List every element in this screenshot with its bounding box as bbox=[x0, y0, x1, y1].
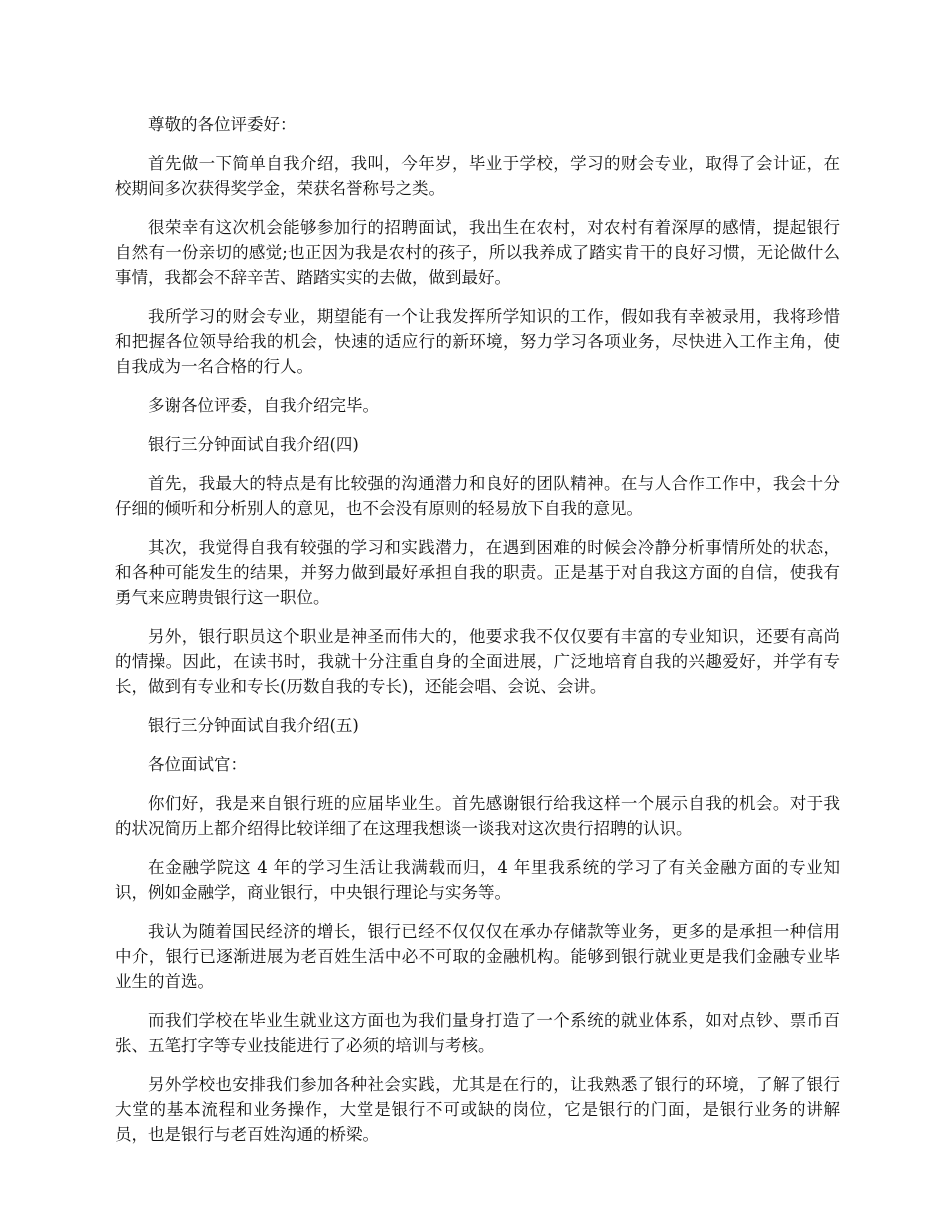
body-paragraph: 我所学习的财会专业，期望能有一个让我发挥所学知识的工作，假如我有幸被录用，我将珍惜和把握各位领导给我的机会，快速的适应行的新环境，努力学习各项业务，尽快进入工作主角，使自我成为一名合格的行人。 bbox=[115, 307, 840, 376]
body-paragraph: 你们好，我是来自银行班的应届毕业生。首先感谢银行给我这样一个展示自我的机会。对于我的状况简历上都介绍得比较详细了在这理我想谈一谈我对这次贵行招聘的认识。 bbox=[115, 794, 840, 838]
body-paragraph: 很荣幸有这次机会能够参加行的招聘面试，我出生在农村，对农村有着深厚的感情，提起银行自然有一份亲切的感觉;也正因为我是农村的孩子，所以我养成了踏实肯干的良好习惯，无论做什么事情，我都会不辞辛苦、踏踏实实的去做，做到最好。 bbox=[115, 218, 840, 287]
body-paragraph: 首先，我最大的特点是有比较强的沟通潜力和良好的团队精神。在与人合作工作中，我会十分仔细的倾听和分析别人的意见，也不会没有原则的轻易放下自我的意见。 bbox=[115, 474, 840, 518]
body-paragraph: 在金融学院这 4 年的学习生活让我满载而归，4 年里我系统的学习了有关金融方面的专业知识，例如金融学，商业银行，中央银行理论与实务等。 bbox=[115, 858, 840, 902]
body-paragraph: 而我们学校在毕业生就业这方面也为我们量身打造了一个系统的就业体系，如对点钞、票币百张、五笔打字等专业技能进行了必须的培训与考核。 bbox=[115, 1011, 840, 1055]
body-paragraph: 多谢各位评委，自我介绍完毕。 bbox=[148, 396, 379, 415]
body-paragraph: 首先做一下简单自我介绍，我叫，今年岁，毕业于学校，学习的财会专业，取得了会计证，在校期间多次获得奖学金，荣获名誉称号之类。 bbox=[115, 154, 840, 198]
body-paragraph: 其次，我觉得自我有较强的学习和实践潜力，在遇到困难的时候会冷静分析事情所处的状态，和各种可能发生的结果，并努力做到最好承担自我的职责。正是基于对自我这方面的自信，使我有勇气来应聘贵银行这一职位。 bbox=[115, 538, 840, 607]
section-heading: 银行三分钟面试自我介绍(四) bbox=[148, 435, 359, 454]
body-paragraph: 另外学校也安排我们参加各种社会实践，尤其是在行的，让我熟悉了银行的环境，了解了银行大堂的基本流程和业务操作，大堂是银行不可或缺的岗位，它是银行的门面，是银行业务的讲解员，也是银行与老百姓沟通的桥梁。 bbox=[115, 1075, 840, 1144]
body-paragraph: 我认为随着国民经济的增长，银行已经不仅仅仅在承办存储款等业务，更多的是承担一种信用中介，银行已逐渐进展为老百姓生活中必不可取的金融机构。能够到银行就业更是我们金融专业毕业生的首选。 bbox=[115, 922, 840, 991]
greeting-paragraph: 各位面试官： bbox=[148, 755, 247, 774]
section-heading: 银行三分钟面试自我介绍(五) bbox=[148, 716, 359, 735]
greeting-paragraph: 尊敬的各位评委好： bbox=[148, 115, 297, 134]
document-body bbox=[115, 112, 840, 1161]
body-paragraph: 另外，银行职员这个职业是神圣而伟大的，他要求我不仅仅要有丰富的专业知识，还要有高尚的情操。因此，在读书时，我就十分注重自身的全面进展，广泛地培育自我的兴趣爱好，并学有专长，做到有专业和专长(历数自我的专长)，还能会唱、会说、会讲。 bbox=[115, 627, 840, 696]
